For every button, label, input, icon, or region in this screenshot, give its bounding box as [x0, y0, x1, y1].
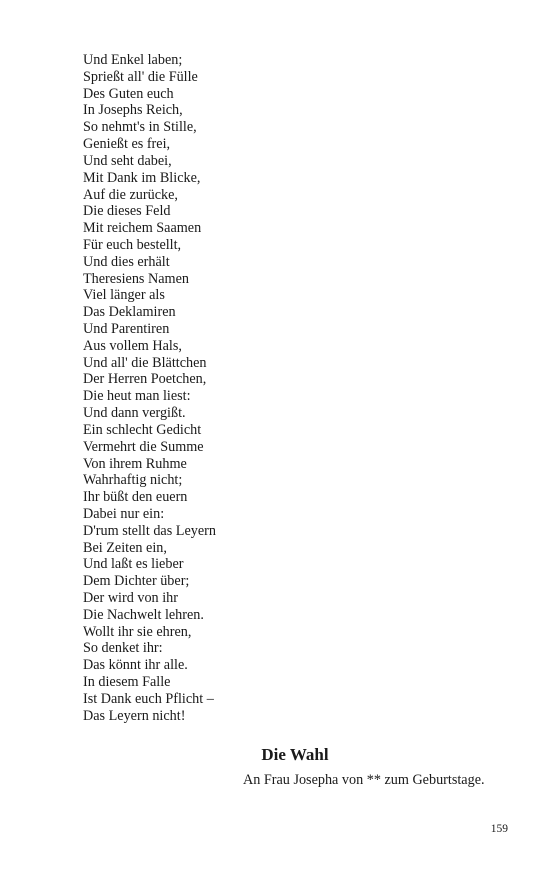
- poem-line: Wollt ihr sie ehren,: [83, 623, 192, 640]
- poem-line: Und dann vergißt.: [83, 405, 186, 422]
- poem-line: Das Leyern nicht!: [83, 707, 186, 724]
- poem-line: Von ihrem Ruhme: [83, 455, 187, 472]
- poem-line: Sprießt all' die Fülle: [83, 68, 198, 85]
- poem-line: Mit reichem Saamen: [83, 220, 202, 237]
- poem-line: Dabei nur ein:: [83, 505, 165, 522]
- poem-line: In Josephs Reich,: [83, 102, 183, 119]
- poem-line: Und dies erhält: [83, 253, 170, 270]
- poem-line: Der Herren Poetchen,: [83, 371, 207, 388]
- poem-line: Aus vollem Hals,: [83, 337, 182, 354]
- poem-line: Theresiens Namen: [83, 270, 189, 287]
- poem-line: In diesem Falle: [83, 674, 171, 691]
- poem-line: Ein schlecht Gedicht: [83, 421, 202, 438]
- page-number: 159: [490, 823, 508, 835]
- poem-line: Und seht dabei,: [83, 152, 172, 169]
- poem-line: Wahrhaftig nicht;: [83, 472, 183, 489]
- poem-title: Die Wahl: [261, 745, 329, 764]
- poem-line: Für euch bestellt,: [83, 236, 182, 253]
- poem-line: Und laßt es lieber: [83, 556, 184, 573]
- poem-line: Die heut man liest:: [83, 388, 191, 405]
- poem-line: Bei Zeiten ein,: [83, 539, 167, 556]
- poem-line: Vermehrt die Summe: [83, 438, 204, 455]
- poem-line: Das könnt ihr alle.: [83, 657, 188, 674]
- poem-line: Ist Dank euch Pflicht –: [83, 690, 214, 707]
- poem-text: [83, 52, 216, 725]
- poem-line: Und Enkel laben;: [83, 52, 183, 68]
- poem-line: Des Guten euch: [83, 85, 174, 102]
- poem-line: Und all' die Blättchen: [83, 354, 207, 371]
- poem-line: So nehmt's in Stille,: [83, 119, 197, 136]
- poem-line: Genießt es frei,: [83, 136, 171, 153]
- poem-line: Und Parentiren: [83, 321, 170, 337]
- poem-line: Das Deklamiren: [83, 304, 176, 321]
- poem-dedication: An Frau Josepha von ** zum Geburtstage.: [243, 772, 485, 788]
- poem-line: Dem Dichter über;: [83, 573, 190, 590]
- poem-line: D'rum stellt das Leyern: [83, 522, 216, 539]
- poem-line: Die dieses Feld: [83, 203, 171, 220]
- poem-line: Auf die zurücke,: [83, 186, 178, 203]
- poem-line: Mit Dank im Blicke,: [83, 169, 201, 186]
- poem-line: Die Nachwelt lehren.: [83, 606, 204, 623]
- poem-line: Der wird von ihr: [83, 590, 178, 606]
- poem-line: Viel länger als: [83, 287, 165, 304]
- poem-line: So denket ihr:: [83, 640, 163, 657]
- poem-line: Ihr büßt den euern: [83, 489, 188, 506]
